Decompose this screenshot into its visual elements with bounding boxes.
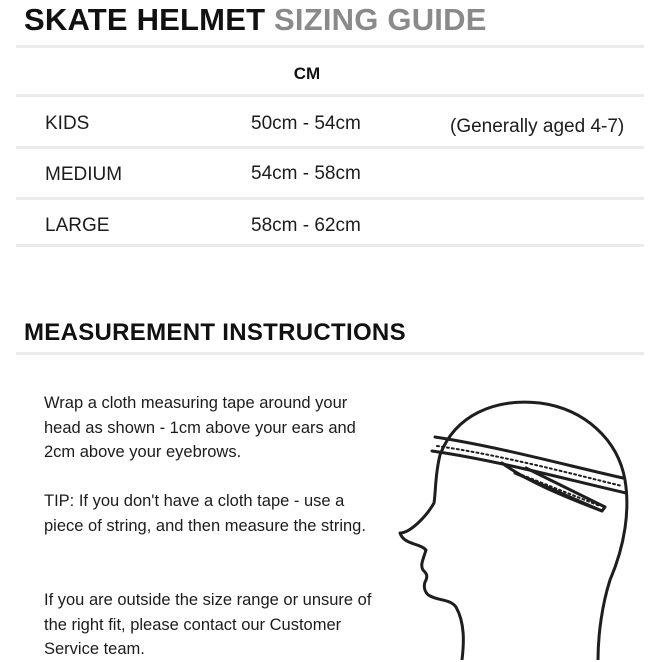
- size-range: 50cm - 54cm: [251, 113, 361, 134]
- title-sizing-guide: SIZING GUIDE: [274, 2, 487, 37]
- divider: [16, 146, 644, 149]
- divider: [16, 45, 644, 48]
- head-measuring-tape-icon: [390, 385, 660, 660]
- size-note: (Generally aged 4-7): [450, 116, 625, 137]
- divider: [16, 244, 644, 247]
- title-skate-helmet: SKATE HELMET: [24, 2, 266, 37]
- column-header-cm: CM: [293, 64, 321, 83]
- size-label: LARGE: [45, 215, 110, 236]
- divider: [16, 94, 644, 97]
- instructions-title: MEASUREMENT INSTRUCTIONS: [24, 319, 406, 346]
- size-range: 54cm - 58cm: [251, 163, 361, 184]
- size-label: MEDIUM: [45, 164, 123, 185]
- instruction-paragraph-wrap: Wrap a cloth measuring tape around your head as shown - 1cm above your ears and 2cm above your eyebrows.: [44, 394, 356, 461]
- instruction-paragraph-contact: If you are outside the size range or unsure of the right fit, please contact our Customer Service team.: [44, 591, 372, 658]
- divider: [16, 197, 644, 200]
- size-label: KIDS: [45, 113, 90, 134]
- size-range: 58cm - 62cm: [251, 215, 361, 236]
- divider: [16, 352, 644, 355]
- page-title: [24, 2, 487, 38]
- instruction-paragraph-tip: TIP: If you don't have a cloth tape - use a piece of string, and then measure the string.: [44, 492, 366, 535]
